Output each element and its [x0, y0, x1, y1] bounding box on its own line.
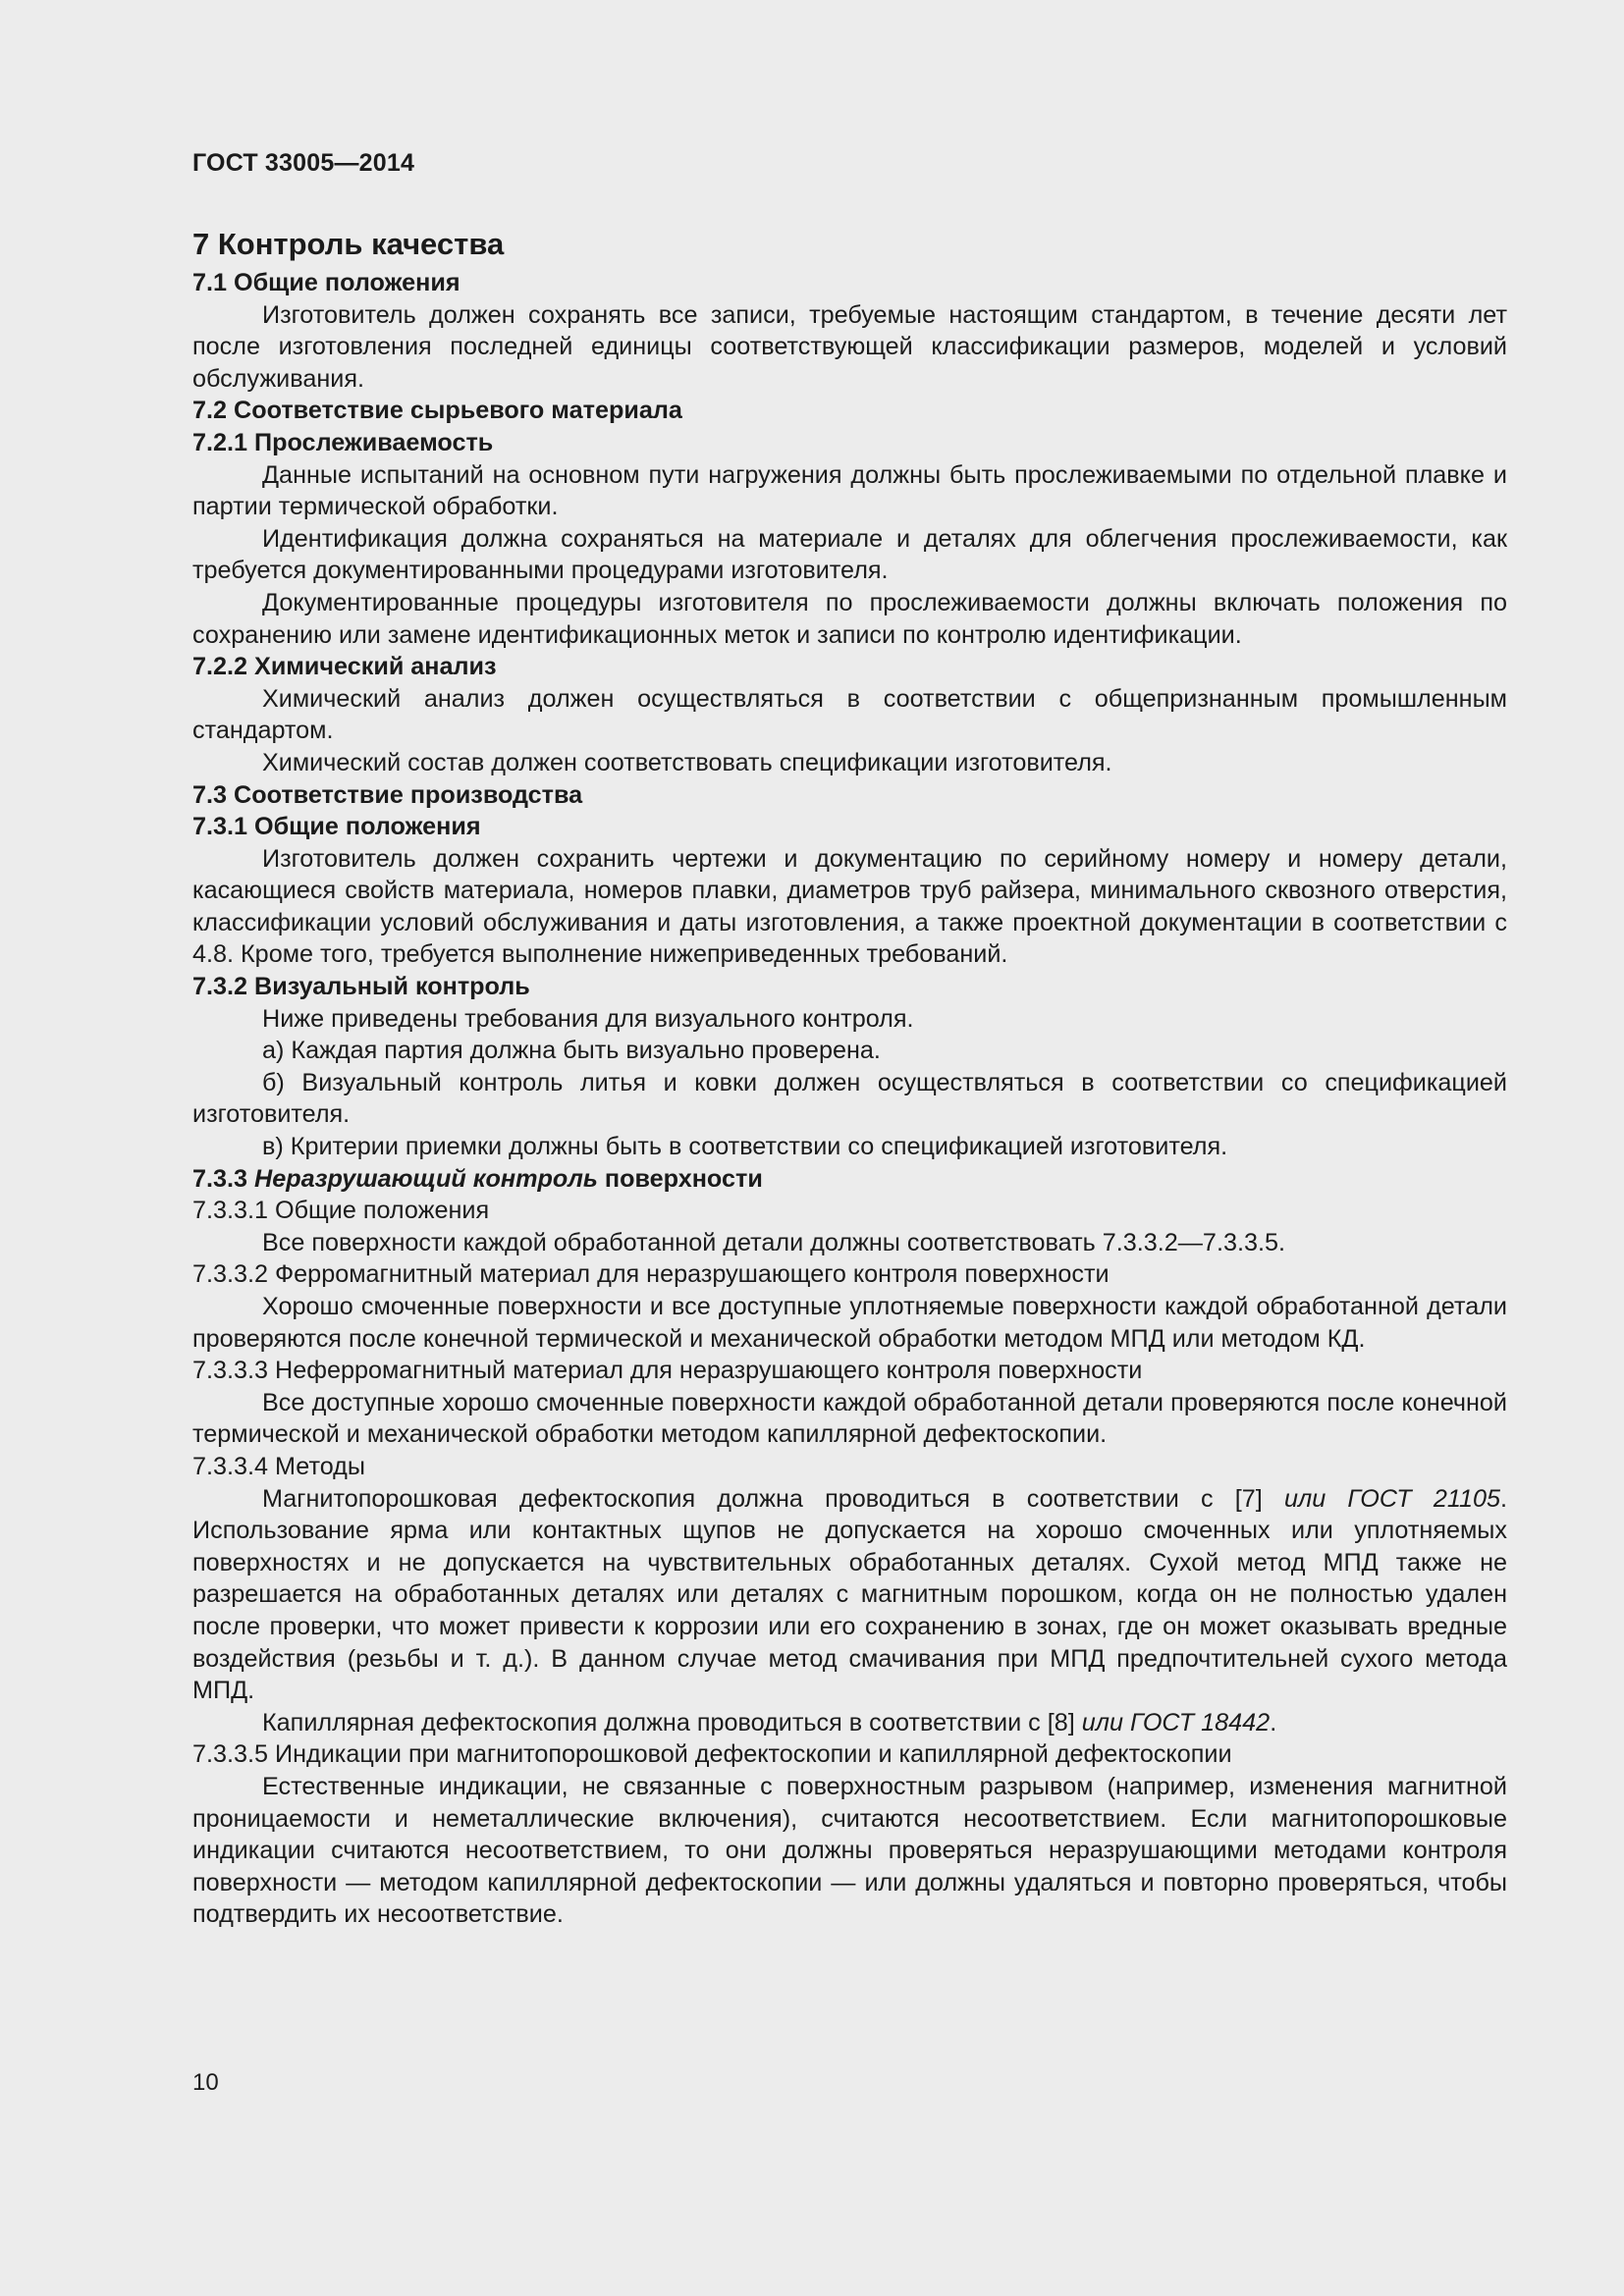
section-title-rest: поверхности	[597, 1164, 763, 1193]
paragraph: Все поверхности каждой обработанной детали должны соответствовать 7.3.3.2—7.3.3.5.	[262, 1228, 1285, 1256]
list-item: б) Визуальный контроль литья и ковки должен осуществляться в соответствии со спецификацией изготовителя.	[192, 1068, 1507, 1129]
section-7-3-title: 7.3 Соответствие производства	[192, 780, 583, 809]
section-7-3-3-title	[192, 1163, 1507, 1196]
paragraph	[192, 1483, 1507, 1707]
section-7-3-3-4-title: 7.3.3.4 Методы	[192, 1452, 365, 1480]
section-7-2-1-title: 7.2.1 Прослеживаемость	[192, 428, 494, 456]
page-content	[192, 222, 1507, 1931]
section-7-3-1-title: 7.3.1 Общие положения	[192, 813, 481, 841]
paragraph: Данные испытаний на основном пути нагружения должны быть прослеживаемыми по отдельной плавке и партии термической обработки.	[192, 460, 1507, 521]
section-title-italic: Неразрушающий контроль	[254, 1164, 598, 1193]
section-7-1-title: 7.1 Общие положения	[192, 269, 460, 296]
text-run: . Использование ярма или контактных щупов не допускается на хорошо смоченных или уплотняемых поверхностях и не допускается на чувствительных обработанных деталях. Сухой метод МПД также не разрешается на обработанных деталях или деталях с магнитным порошком, когда он не полностью удален после проверки, что может привести к коррозии или его сохранению в зонах, где он может оказывать вредные воздействия (резьбы и т. д.). В данном случае метод смачивания при МПД предпочтительней сухого метода МПД.	[192, 1484, 1507, 1705]
text-run: Капиллярная дефектоскопия должна проводиться в соответствии с [8]	[262, 1708, 1082, 1736]
paragraph: Ниже приведены требования для визуального контроля.	[262, 1004, 914, 1033]
list-item: а) Каждая партия должна быть визуально проверена.	[262, 1037, 881, 1065]
paragraph: Химический состав должен соответствовать спецификации изготовителя.	[262, 748, 1112, 776]
section-7-3-2-title: 7.3.2 Визуальный контроль	[192, 973, 530, 1001]
paragraph: Идентификация должна сохраняться на материале и деталях для облегчения прослеживаемости, как требуется документированными процедурами изготовителя.	[192, 524, 1507, 585]
paragraph: Естественные индикации, не связанные с поверхностным разрывом (например, изменения магнитной проницаемости и неметаллические включения), считаются несоответствием. Если магнитопорошковые индикации считаются несоответствием, то они должны проверяться неразрушающими методами контроля поверхности — методом капиллярной дефектоскопии — или должны удаляться и повторно проверяться, чтобы подтвердить их несоответствие.	[192, 1772, 1507, 1929]
section-7-2-2-title: 7.2.2 Химический анализ	[192, 653, 497, 681]
section-7-3-3-1-title: 7.3.3.1 Общие положения	[192, 1197, 490, 1225]
section-7-2-title: 7.2 Соответствие сырьевого материала	[192, 397, 682, 425]
document-header: ГОСТ 33005—2014	[192, 149, 415, 177]
section-7-title: 7 Контроль качества	[192, 227, 505, 261]
page-number: 10	[192, 2069, 219, 2096]
text-run: Магнитопорошковая дефектоскопия должна проводиться в соответствии с [7]	[262, 1484, 1284, 1513]
paragraph: Изготовитель должен сохранить чертежи и документацию по серийному номеру и номеру детали, касающиеся свойств материала, номеров плавки, диаметров труб райзера, минимального сквозного отверстия, классификации условий обслуживания и даты изготовления, а также проектной документации в соответствии с 4.8. Кроме того, требуется выполнение нижеприведенных требований.	[192, 844, 1507, 969]
text-run: .	[1270, 1708, 1277, 1736]
section-7-3-3-5-title: 7.3.3.5 Индикации при магнитопорошковой дефектоскопии и капиллярной дефектоскопии	[192, 1740, 1232, 1769]
section-7-3-3-3-title: 7.3.3.3 Неферромагнитный материал для неразрушающего контроля поверхности	[192, 1357, 1143, 1385]
list-item: в) Критерии приемки должны быть в соответствии со спецификацией изготовителя.	[262, 1133, 1228, 1161]
paragraph	[192, 1707, 1507, 1739]
paragraph: Все доступные хорошо смоченные поверхности каждой обработанной детали проверяются после конечной термической и механической обработки методом капиллярной дефектоскопии.	[192, 1388, 1507, 1449]
standard-reference: или ГОСТ 21105	[1284, 1484, 1500, 1513]
section-number: 7.3.3	[192, 1164, 255, 1193]
standard-reference: или ГОСТ 18442	[1081, 1708, 1271, 1736]
paragraph: Документированные процедуры изготовителя по прослеживаемости должны включать положения по сохранению или замене идентификационных меток и записи по контролю идентификации.	[192, 588, 1507, 649]
paragraph: Изготовитель должен сохранять все записи, требуемые настоящим стандартом, в течение десяти лет после изготовления последней единицы соответствующей классификации размеров, моделей и условий обслуживания.	[192, 300, 1507, 393]
paragraph: Хорошо смоченные поверхности и все доступные уплотняемые поверхности каждой обработанной детали проверяются после конечной термической и механической обработки методом МПД или методом КД.	[192, 1293, 1507, 1353]
paragraph: Химический анализ должен осуществляться в соответствии с общепризнанным промышленным стандартом.	[192, 684, 1507, 745]
section-7-3-3-2-title: 7.3.3.2 Ферромагнитный материал для неразрушающего контроля поверхности	[192, 1260, 1110, 1289]
